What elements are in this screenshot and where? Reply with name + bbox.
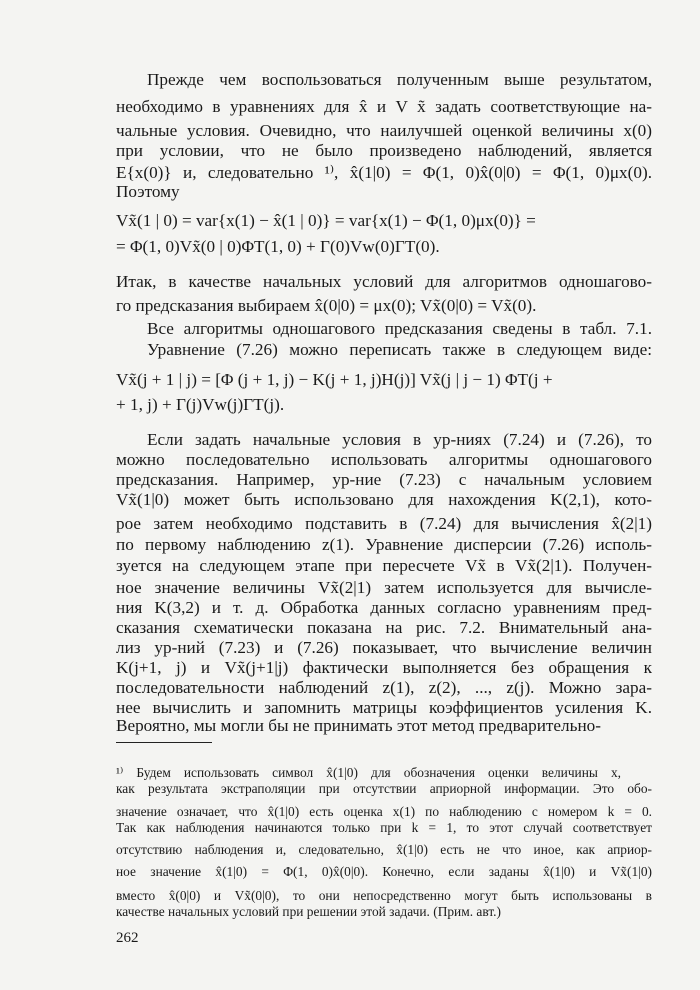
paragraph-line: необходимо в уравнениях для x̂ и V x̃ задать соответствующие на- <box>116 97 652 116</box>
paragraph-line: по первому наблюдению z(1). Уравнение дисперсии (7.26) исполь- <box>116 535 652 554</box>
paragraph-line: лиз ур-ний (7.23) и (7.26) показывает, что вычисление величин <box>116 638 652 657</box>
equation-line: + 1, j) + Γ(j)Vw(j)ΓT(j). <box>116 395 285 414</box>
paragraph-line: сказания схематически показана на рис. 7.2. Внимательный ана- <box>116 618 652 637</box>
paragraph-line: Если задать начальные условия в ур-ниях (7.24) и (7.26), то <box>147 430 652 449</box>
footnote-line: ное значение x̂(1|0) = Φ(1, 0)x̂(0|0). Конечно, если заданы x̂(1|0) и Vx̃(1|0) <box>116 864 652 879</box>
footnote-line: вместо x̂(0|0) и Vx̃(0|0), то они непосредственно могут быть использованы в <box>116 888 652 903</box>
paragraph-line: зуется на следующем этапе при пересчете Vx̃ в Vx̃(2|1). Получен- <box>116 556 652 575</box>
paragraph-line: E{x(0)} и, следовательно ¹⁾, x̂(1|0) = Φ(1, 0)x̂(0|0) = Φ(1, 0)μx(0). <box>116 163 652 182</box>
paragraph-line: нее вычислить и запомнить матрицы коэффициентов усиления K. <box>116 698 652 717</box>
paragraph-line: Уравнение (7.26) можно переписать также в следующем виде: <box>147 340 652 359</box>
paragraph-line: го предсказания выбираем x̂(0|0) = μx(0); Vx̃(0|0) = Vx̃(0). <box>116 296 537 315</box>
paragraph-line: Vx̃(1|0) может быть использовано для нахождения K(2,1), кото- <box>116 490 652 509</box>
page-number: 262 <box>116 930 139 946</box>
paragraph-line: рое затем необходимо подставить в (7.24) для вычисления x̂(2|1) <box>116 514 652 533</box>
footnote-line: отсутствию наблюдения и, следовательно, x̂(1|0) есть не что иное, как априор- <box>116 842 652 857</box>
footnote-line: значение означает, что x̂(1|0) есть оценка x(1) по наблюдению с номером k = 0. <box>116 804 652 819</box>
equation-line: Vx̃(j + 1 | j) = [Φ (j + 1, j) − K(j + 1, j)H(j)] Vx̃(j | j − 1) ΦT(j + <box>116 370 553 389</box>
paragraph-line: Вероятно, мы могли бы не принимать этот метод предварительно- <box>116 716 601 735</box>
paragraph-line: последовательности наблюдений z(1), z(2), ..., z(j). Можно зара- <box>116 678 652 697</box>
footnote-line: Так как наблюдения начинаются только при k = 1, то этот случай соответствует <box>116 820 652 835</box>
paragraph-line: ное значение величины Vx̃(2|1) затем используется для вычисле- <box>116 578 652 597</box>
paragraph-line: чальные условия. Очевидно, что наилучшей оценкой величины x(0) <box>116 121 652 140</box>
paragraph-line: Поэтому <box>116 182 180 201</box>
footnote-line: ¹⁾ Будем использовать символ x̂(1|0) для обозначения оценки величины x, <box>116 765 621 780</box>
paragraph-line: Прежде чем воспользоваться полученным выше результатом, <box>147 70 652 89</box>
footnote-line: как результата экстраполяции при отсутствии априорной информации. Это обо- <box>116 781 652 796</box>
footnote-line: качестве начальных условий при решении этой задачи. (Прим. авт.) <box>116 904 501 919</box>
paragraph-line: предсказания. Например, ур-ние (7.23) с начальным условием <box>116 470 652 489</box>
equation-line: Vx̃(1 | 0) = var{x(1) − x̂(1 | 0)} = var{x(1) − Φ(1, 0)μx(0)} = <box>116 211 536 230</box>
paragraph-line: K(j+1, j) и Vx̃(j+1|j) фактически выполняется без обращения к <box>116 658 652 677</box>
paragraph-line: Итак, в качестве начальных условий для алгоритмов одношагово- <box>116 272 652 291</box>
paragraph-line: ния K(3,2) и т. д. Обработка данных согласно уравнениям пред- <box>116 598 652 617</box>
equation-line: = Φ(1, 0)Vx̃(0 | 0)ΦT(1, 0) + Γ(0)Vw(0)ΓT(0). <box>116 237 440 256</box>
paragraph-line: Все алгоритмы одношагового предсказания сведены в табл. 7.1. <box>147 319 652 338</box>
paragraph-line: можно последовательно использовать алгоритмы одношагового <box>116 450 652 469</box>
footnote-divider <box>116 742 212 743</box>
paragraph-line: при условии, что не было произведено наблюдений, является <box>116 141 652 160</box>
